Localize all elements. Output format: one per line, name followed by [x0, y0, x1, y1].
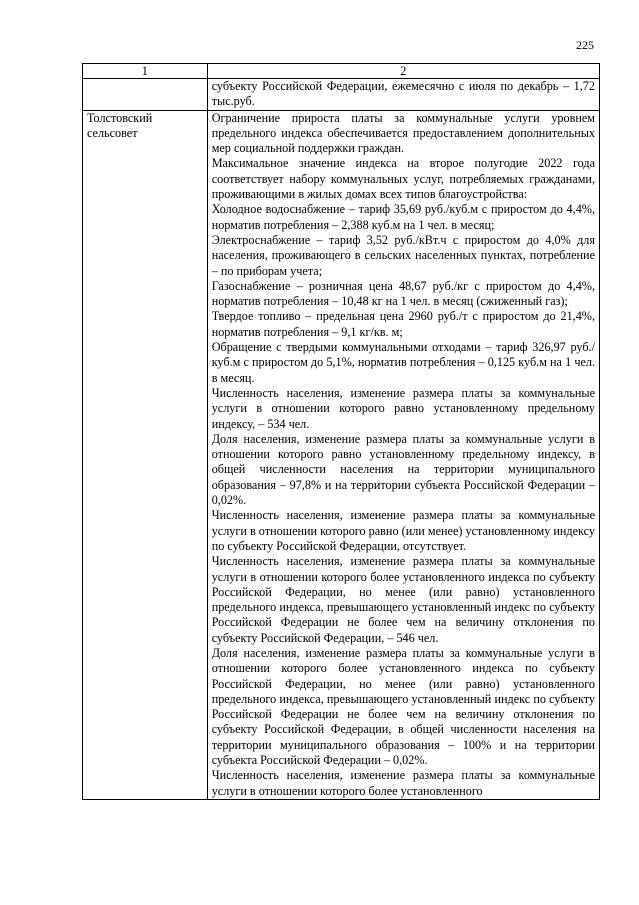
paragraph: Максимальное значение индекса на второе полугодие 2022 года соответствует набору коммунальных услуг, потребляемых гражданами, проживающими в жилых домах всех типов благоустройства: [211, 156, 595, 202]
paragraph: Электроснабжение – тариф 3,52 руб./кВт.ч с приростом до 4,0% для населения, проживающего в сельских населенных пунктах, потребление – по приборам учета; [211, 232, 595, 278]
column-header-1: 1 [83, 64, 208, 79]
empty-cell [83, 79, 208, 111]
paragraph: Твердое топливо – предельная цена 2960 руб./т с приростом до 21,4%, норматив потребления – 9,1 кг/кв. м; [211, 309, 595, 339]
paragraph: Газоснабжение – розничная цена 48,67 руб./кг с приростом до 4,4%, норматив потребления – 10,48 кг на 1 чел. в месяц (сжиженный газ); [211, 278, 595, 309]
paragraph: Ограничение прироста платы за коммунальные услуги уровнем предельного индекса обеспечивается предоставлением дополнительных мер социальной поддержки граждан. [211, 110, 595, 156]
table-row [83, 79, 600, 111]
paragraph: Доля населения, изменение размера платы за коммунальные услуги в отношении которого равно установленному предельному индексу, в общей численности населения на территории муниципального образования – 97,8% и на территории субъекта Российской Федерации – 0,02%. [211, 431, 595, 508]
continuation-cell: субъекту Российской Федерации, ежемесячно с июля по декабрь – 1,72 тыс.руб. [207, 79, 599, 111]
table-row [83, 110, 600, 799]
paragraph: Обращение с твердыми коммунальными отходами – тариф 326,97 руб./куб.м с приростом до 5,1%, норматив потребления – 0,125 куб.м на 1 чел. в месяц. [211, 340, 595, 385]
paragraph: Доля населения, изменение размера платы за коммунальные услуги в отношении которого более установленного индекса по субъекту Российской Федерации, но менее (или равно) установленного предельного индекса, превышающего установленный индекс по субъекту Российской Федерации не более чем на величину отклонения по субъекту Российской Федерации, в общей численности населения на территории муниципального образования – 100% и на территории субъекта Российской Федерации – 0,02%. [211, 645, 595, 768]
paragraph: Численность населения, изменение размера платы за коммунальные услуги в отношении которого равно установленному предельному индексу, – 534 чел. [211, 385, 595, 431]
column-header-2: 2 [207, 64, 599, 79]
paragraph: Холодное водоснабжение – тариф 35,69 руб./куб.м с приростом до 4,4%, норматив потребления – 2,388 куб.м на 1 чел. в месяц; [211, 202, 595, 232]
paragraph: Численность населения, изменение размера платы за коммунальные услуги в отношении которого более установленного индекса по субъекту Российской Федерации, но менее (или равно) установленного предельного индекса, превышающего установленный индекс по субъекту Российской Федерации не более чем на величину отклонения по субъекту Российской Федерации, – 546 чел. [211, 554, 595, 645]
content-cell [207, 110, 599, 799]
paragraph: Численность населения, изменение размера платы за коммунальные услуги в отношении которого равно (или менее) установленному индексу по субъекту Российской Федерации, отсутствует. [211, 508, 595, 553]
paragraph: Численность населения, изменение размера платы за коммунальные услуги в отношении которого более установленного [211, 768, 595, 798]
row-label-cell: Толстовский сельсовет [83, 110, 208, 799]
page-number: 225 [576, 38, 594, 52]
document-table [82, 63, 600, 800]
table-header-row [83, 64, 600, 79]
